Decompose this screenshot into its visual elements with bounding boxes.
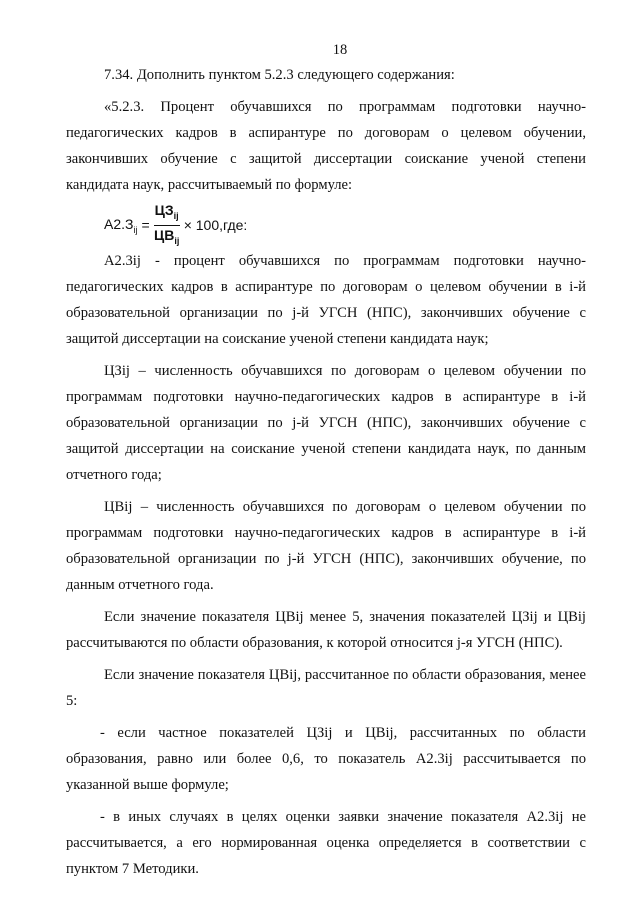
formula-fraction bbox=[154, 202, 180, 249]
formula-numerator: $ЦЗ_{ij}$ bbox=[154, 202, 180, 226]
intro-paragraph: «5.2.3. Процент обучавшихся по программам подготовки научно-педагогических кадров в аспирантуре по договорам о целевом обучении, закончивших обучение с защитой диссертации соискание ученой степени кандидата наук, рассчитываемый по формуле: bbox=[66, 99, 586, 193]
page-number: 18 bbox=[332, 42, 348, 58]
definition-cv: ЦВij – численность обучавшихся по договорам о целевом обучении по программам подготовки научно-педагогических кадров в аспирантуре в i-й образовательной организации по j-й УГСН (НПС), закончивших обучение, по данным отчетного года. bbox=[66, 499, 586, 593]
formula bbox=[66, 202, 586, 248]
definition-cz: ЦЗij – численность обучавшихся по договорам о целевом обучении по программам подготовки научно-педагогических кадров в аспирантуре в i-й образовательной организации по j-й УГСН (НПС), закончивших обучение с защитой диссертации на соискание ученой степени кандидата наук, по данным отчетного года; bbox=[66, 363, 586, 483]
formula-tail: × 100,где: bbox=[183, 217, 248, 233]
formula-equals: = bbox=[141, 217, 150, 233]
formula-denominator: $ЦВ_{ij}$ bbox=[154, 226, 180, 246]
section-heading: 7.34. Дополнить пунктом 5.2.3 следующего содержания: bbox=[104, 67, 455, 83]
formula-lhs: $А2.З_{ij}$ bbox=[104, 215, 138, 235]
rule-paragraph-1: Если значение показателя ЦВij менее 5, значения показателей ЦЗij и ЦВij рассчитываются по области образования, к которой относится j-я УГСН (НПС). bbox=[66, 609, 586, 651]
bullet-item-1: - если частное показателей ЦЗij и ЦВij, рассчитанных по области образования, равно или более 0,6, то показатель А2.3ij рассчитывается по указанной выше формуле; bbox=[66, 725, 586, 793]
document-body bbox=[66, 62, 586, 882]
rule-paragraph-2: Если значение показателя ЦВij, рассчитанное по области образования, менее 5: bbox=[66, 667, 586, 709]
bullet-item-2: - в иных случаях в целях оценки заявки значение показателя А2.3ij не рассчитывается, а его нормированная оценка определяется в соответствии с пунктом 7 Методики. bbox=[66, 809, 586, 877]
definition-a23: А2.3ij - процент обучавшихся по программам подготовки научно-педагогических кадров в аспирантуре по договорам о целевом обучении в i-й образовательной организации по j-й УГСН (НПС), закончивших обучение с защитой диссертации на соискание ученой степени кандидата наук; bbox=[66, 253, 586, 347]
